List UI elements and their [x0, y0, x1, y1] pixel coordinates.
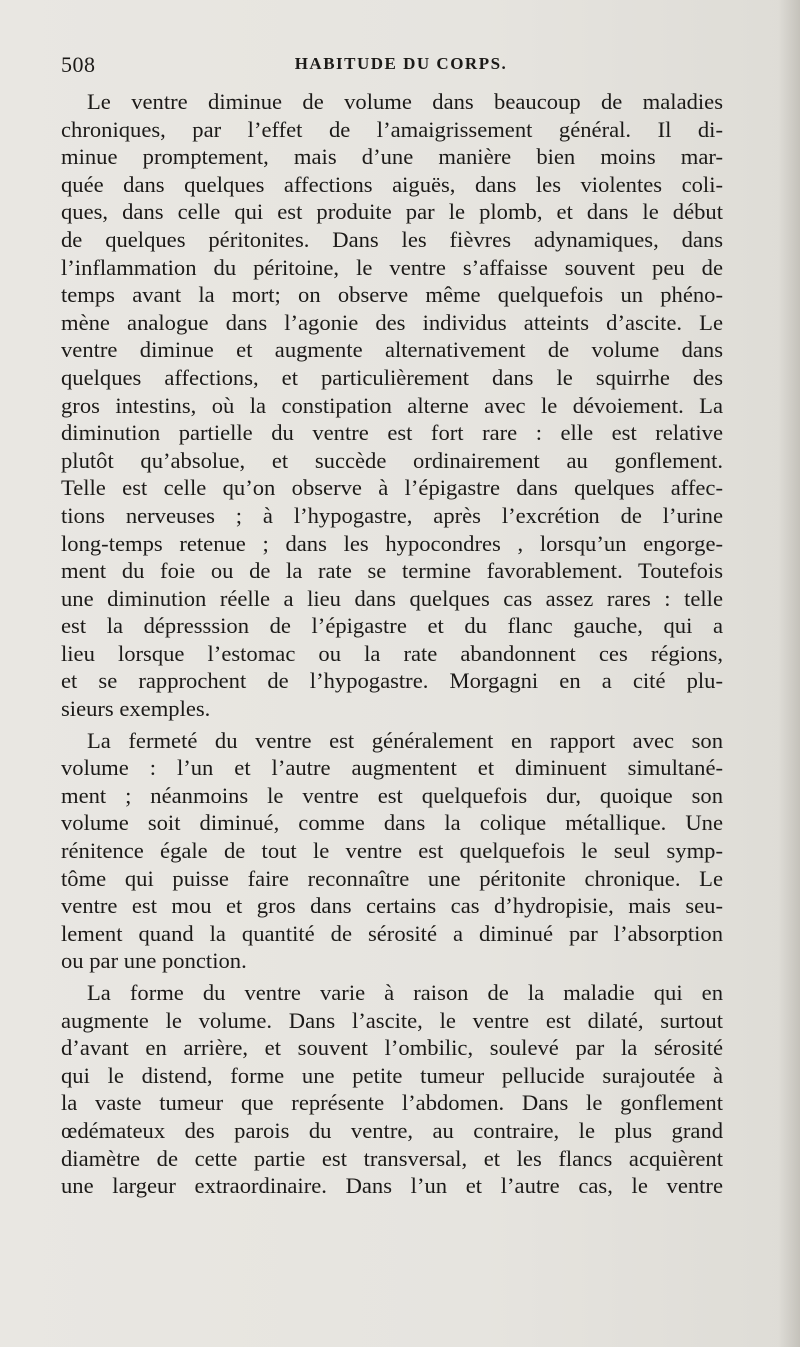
text-line: et se rapprochent de l’hypogastre. Morgagni en a cité plu- [61, 668, 723, 694]
text-line: une largeur extraordinaire. Dans l’un et l’autre cas, le ventre [61, 1173, 723, 1199]
text-line: qui le distend, forme une petite tumeur pellucide surajoutée à [61, 1062, 723, 1088]
text-line: ques, dans celle qui est produite par le plomb, et dans le début [61, 199, 723, 225]
paragraph-2 [61, 727, 723, 975]
text-line: œdémateux des parois du ventre, au contraire, le plus grand [61, 1117, 723, 1143]
running-head: HABITUDE DU CORPS. [294, 54, 508, 73]
text-line: ou par une ponction. [61, 948, 247, 974]
text-line: diamètre de cette partie est transversal, et les flancs acquièrent [61, 1145, 723, 1171]
text-line: sieurs exemples. [61, 696, 211, 722]
text-line: lieu lorsque l’estomac ou la rate abandonnent ces régions, [61, 640, 723, 666]
text-line: ventre diminue et augmente alternativement de volume dans [61, 337, 723, 363]
text-line: mène analogue dans l’agonie des individus atteints d’ascite. Le [61, 309, 723, 335]
text-line: diminution partielle du ventre est fort rare : elle est relative [61, 420, 723, 446]
text-line: chroniques, par l’effet de l’amaigrissement général. Il di- [61, 116, 723, 142]
text-line: d’avant en arrière, et souvent l’ombilic, soulevé par la sérosité [61, 1035, 723, 1061]
paragraph-3 [61, 979, 723, 1200]
text-line: tôme qui puisse faire reconnaître une péritonite chronique. Le [61, 865, 723, 891]
text-line: Le ventre diminue de volume dans beaucoup de maladies [87, 89, 723, 114]
text-line: long-temps retenue ; dans les hypocondres , lorsqu’un engorge- [61, 530, 723, 556]
text-line: l’inflammation du péritoine, le ventre s’affaisse souvent peu de [61, 254, 723, 280]
text-line: ment du foie ou de la rate se termine favorablement. Toutefois [61, 558, 723, 584]
text-line: quée dans quelques affections aiguës, dans les violentes coli- [61, 171, 723, 197]
page-edge-shadow [778, 0, 800, 1347]
text-line: gros intestins, où la constipation alterne avec le dévoiement. La [61, 392, 723, 418]
text-line: La fermeté du ventre est généralement en rapport avec son [87, 727, 723, 753]
text-line: quelques affections, et particulièrement dans le squirrhe des [61, 364, 723, 390]
text-line: plutôt qu’absolue, et succède ordinairement au gonflement. [61, 447, 723, 473]
text-line: volume : l’un et l’autre augmentent et diminuent simultané- [61, 755, 723, 781]
text-line: de quelques péritonites. Dans les fièvres adynamiques, dans [61, 226, 723, 252]
text-line: rénitence égale de tout le ventre est quelquefois le seul symp- [61, 838, 723, 864]
body-text [61, 88, 723, 1200]
text-line: Telle est celle qu’on observe à l’épigastre dans quelques affec- [61, 475, 723, 501]
text-line: une diminution réelle a lieu dans quelques cas assez rares : telle [61, 585, 723, 611]
text-line: lement quand la quantité de sérosité a diminué par l’absorption [61, 920, 723, 946]
text-line: est la dépresssion de l’épigastre et du flanc gauche, qui a [61, 613, 723, 639]
text-line: La forme du ventre varie à raison de la maladie qui en [87, 980, 723, 1005]
text-line: la vaste tumeur que représente l’abdomen. Dans le gonflement [61, 1090, 723, 1116]
text-line: volume soit diminué, comme dans la colique métallique. Une [61, 810, 723, 836]
paragraph-1 [61, 88, 723, 723]
page-number: 508 [61, 52, 96, 77]
text-line: ment ; néanmoins le ventre est quelquefois dur, quoique son [61, 782, 723, 808]
text-line: augmente le volume. Dans l’ascite, le ventre est dilaté, surtout [61, 1007, 723, 1033]
text-line: ventre est mou et gros dans certains cas d’hydropisie, mais seu- [61, 893, 723, 919]
page-header [61, 52, 721, 82]
text-line: temps avant la mort; on observe même quelquefois un phéno- [61, 282, 723, 308]
text-line: minue promptement, mais d’une manière bien moins mar- [61, 144, 723, 170]
text-line: tions nerveuses ; à l’hypogastre, après l’excrétion de l’urine [61, 502, 723, 528]
